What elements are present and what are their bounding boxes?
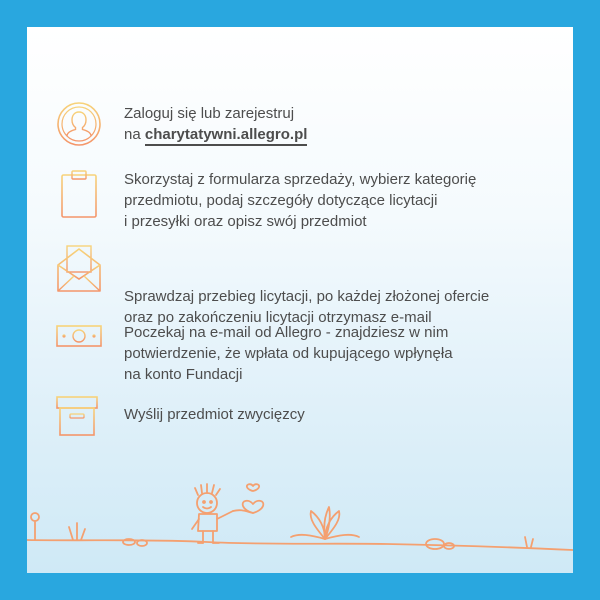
step-text-line: Zaloguj się lub zarejestruj <box>124 105 295 122</box>
instructions-card <box>27 27 573 573</box>
step-text-line: Poczekaj na e-mail od Allegro - znajdziesz w nim <box>124 324 449 341</box>
step-ship-item-text <box>124 404 559 425</box>
step-text-line: na konto Fundacji <box>124 366 243 383</box>
step-text-line: potwierdzenie, że wpłata od kupującego wpłynęła <box>124 345 453 362</box>
step-login-text <box>124 103 559 145</box>
doodle-scene <box>27 467 573 573</box>
step-sale-form-text <box>124 169 559 232</box>
step-text-line: Skorzystaj z formularza sprzedaży, wybierz kategorię <box>124 171 477 188</box>
user-icon <box>55 100 103 148</box>
step-text-line: przedmiotu, podaj szczegóły dotyczące licytacji <box>124 192 438 209</box>
step-text-line: i przesyłki oraz opisz swój przedmiot <box>124 213 367 230</box>
step-text-line: oraz po zakończeniu licytacji otrzymasz e-mail <box>124 309 432 326</box>
money-icon <box>55 322 103 370</box>
step-text-line: Sprawdzaj przebieg licytacji, po każdej złożonej ofercie <box>124 288 490 305</box>
step-text-line <box>124 124 559 145</box>
form-clipboard-icon <box>55 169 103 217</box>
step-payment-confirmation-text <box>124 322 559 385</box>
box-icon <box>55 395 103 443</box>
link-prefix: na <box>124 126 145 143</box>
step-text-line: Wyślij przedmiot zwycięzcy <box>124 406 305 423</box>
envelope-letter-icon <box>55 243 103 291</box>
child-doodle-illustration <box>27 467 573 573</box>
charytatywni-link[interactable]: charytatywni.allegro.pl <box>145 126 308 146</box>
